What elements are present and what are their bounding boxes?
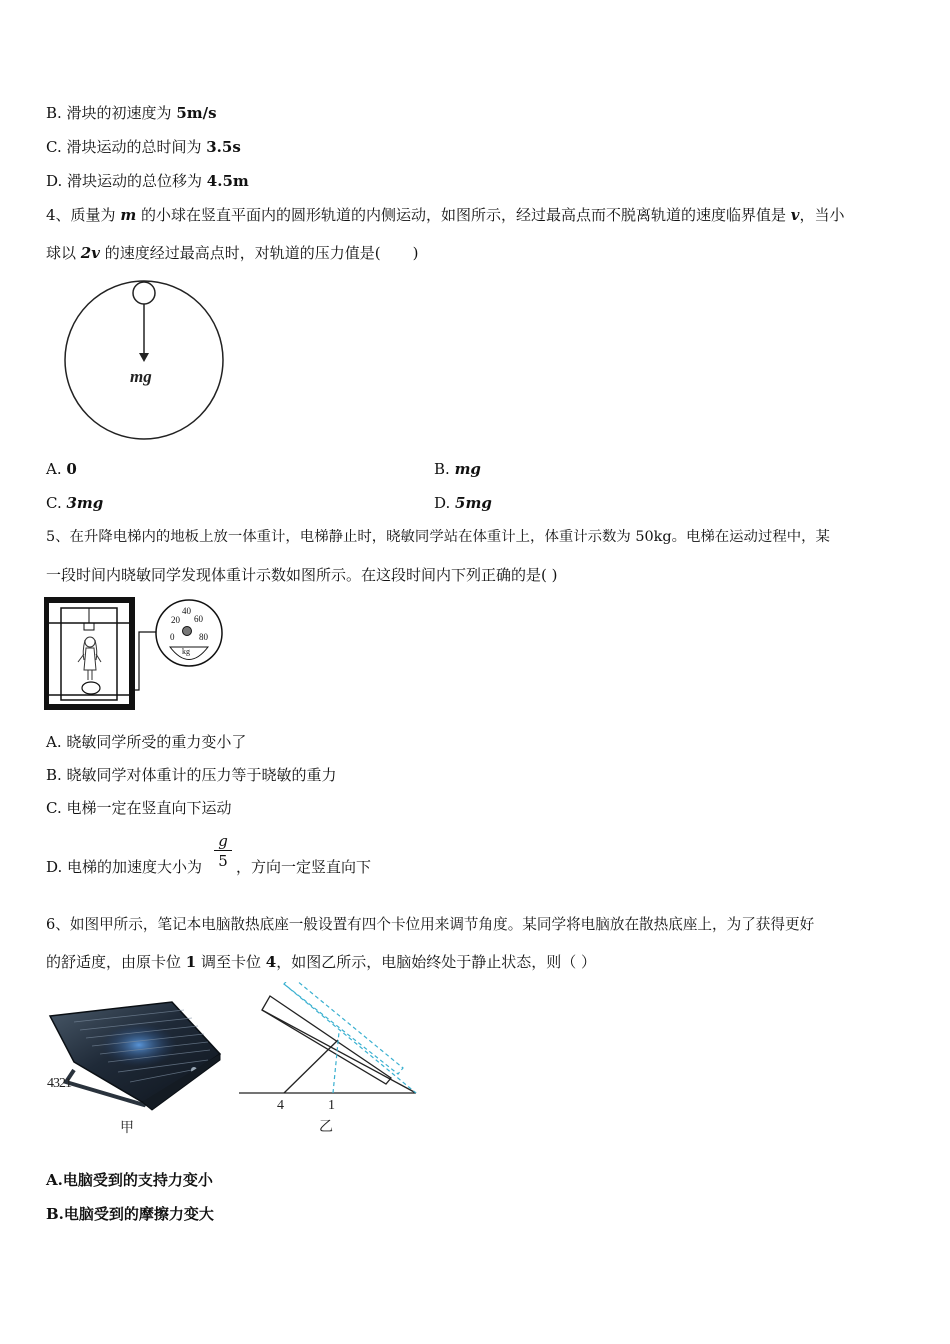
q4-option-c-text: C. — [46, 494, 67, 512]
slot-mark-4: 4 — [277, 1098, 284, 1113]
q6-text: ，如图乙所示，电脑始终处于静止状态，则（ ） — [276, 953, 596, 971]
q4-velocity-symbol: v — [790, 206, 800, 224]
q4-text: 的速度经过最高点时，对轨道的压力值是( — [99, 244, 381, 262]
q4-text: ，当小 — [799, 206, 845, 224]
figure-yi-label: 乙 — [319, 1120, 333, 1135]
q3-option-d-text: D. 滑块运动的总位移为 — [46, 172, 207, 190]
q4-option-b-value: mg — [454, 460, 481, 478]
q5-option-d-text: D. 电梯的加速度大小为 — [46, 858, 203, 876]
q5-stem-line2: 一段时间内晓敏同学发现体重计示数如图所示。在这段时间内下列正确的是( ) — [46, 566, 558, 584]
q5-option-b: B. 晓敏同学对体重计的压力等于晓敏的重力 — [46, 766, 337, 784]
slot-numbers: 4321 — [47, 1076, 71, 1091]
laptop-solid — [262, 996, 391, 1084]
q4-option-c — [46, 493, 103, 513]
q4-option-d — [434, 493, 492, 513]
q5-option-a: A. 晓敏同学所受的重力变小了 — [46, 733, 247, 751]
q6-text: 调至卡位 — [196, 953, 266, 971]
q5-option-d — [46, 857, 202, 877]
q4-option-a-value: 0 — [66, 460, 77, 478]
q3-option-d-value: 4.5m — [206, 172, 249, 190]
dial-tick-80: 80 — [199, 632, 208, 642]
q3-option-d — [46, 171, 249, 191]
ball — [133, 282, 155, 304]
q4-option-d-text: D. — [434, 494, 456, 512]
stand-surface-solid — [262, 1010, 416, 1093]
gravity-arrow-head — [139, 353, 149, 362]
q5-stem-line1: 5、在升降电梯内的地板上放一体重计，电梯静止时，晓敏同学站在体重计上，体重计示数为 50kg。电梯在运动过程中，某 — [46, 529, 830, 545]
q6-stem-line2 — [46, 952, 596, 972]
q4-stem-line2 — [46, 243, 418, 263]
floor-scale — [82, 682, 100, 694]
slot-mark-1: 1 — [328, 1098, 335, 1113]
q6-option-b: B.电脑受到的摩擦力变大 — [46, 1205, 214, 1223]
q4-option-d-value: 5mg — [455, 494, 492, 512]
q3-option-b-value: 5m/s — [176, 104, 217, 122]
fraction-denominator: 5 — [214, 850, 232, 871]
q6-stem-line1: 6、如图甲所示，笔记本电脑散热底座一般设置有四个卡位用来调节角度。某同学将电脑放在散热底座上，为了获得更好 — [46, 916, 815, 933]
ceiling-lamp — [84, 623, 94, 630]
cooling-stand-figure-jia — [44, 1000, 229, 1140]
q4-option-a-text: A. — [46, 460, 67, 478]
q3-option-b — [46, 103, 217, 123]
figure-jia-label: 甲 — [120, 1121, 134, 1136]
circular-track-figure — [60, 276, 230, 446]
q4-text: 的小球在竖直平面内的圆形轨道的内侧运动，如图所示，经过最高点而不脱离轨道的速度临界值是 — [136, 206, 791, 224]
q6-option-a: A.电脑受到的支持力变小 — [46, 1171, 213, 1189]
dial-tick-40: 40 — [182, 606, 191, 616]
dial-needle-hub — [183, 627, 192, 636]
q4-option-c-value: 3mg — [66, 494, 104, 512]
dial-tick-60: 60 — [194, 614, 203, 624]
dial-unit: kg — [182, 647, 190, 656]
support-leg-solid — [284, 1040, 338, 1093]
q4-text: ) — [412, 244, 419, 262]
dial-tick-0: 0 — [170, 632, 175, 642]
q4-stem-line1 — [46, 205, 844, 225]
connector-line — [132, 632, 159, 690]
q4-mass-symbol: m — [120, 206, 137, 224]
angle-diagram-figure-yi — [236, 982, 426, 1138]
q4-option-b — [434, 459, 481, 479]
q4-velocity-2v: 2v — [80, 244, 100, 262]
fraction-numerator: g — [218, 832, 228, 850]
q3-option-c — [46, 137, 241, 157]
q4-text: 球以 — [46, 244, 81, 262]
q5-option-d-suffix: ，方向一定竖直向下 — [236, 858, 372, 876]
mg-label: mg — [130, 367, 152, 386]
q3-option-c-value: 3.5s — [206, 138, 241, 156]
q5-option-c: C. 电梯一定在竖直向下运动 — [46, 799, 232, 817]
student-figure — [78, 637, 101, 680]
q4-text: 4、质量为 — [46, 206, 121, 224]
q3-option-b-text: B. 滑块的初速度为 — [46, 104, 177, 122]
laptop-dashed — [284, 982, 403, 1074]
q4-option-a — [46, 459, 77, 479]
fraction-g-over-5 — [214, 832, 232, 871]
elevator-scale-figure — [44, 596, 229, 711]
dial-tick-20: 20 — [171, 615, 180, 625]
q6-text: 的舒适度，由原卡位 — [46, 953, 186, 971]
q3-option-c-text: C. 滑块运动的总时间为 — [46, 138, 207, 156]
q6-slot-1: 1 — [185, 953, 197, 971]
q4-option-b-text: B. — [434, 460, 455, 478]
q6-slot-4: 4 — [265, 953, 277, 971]
